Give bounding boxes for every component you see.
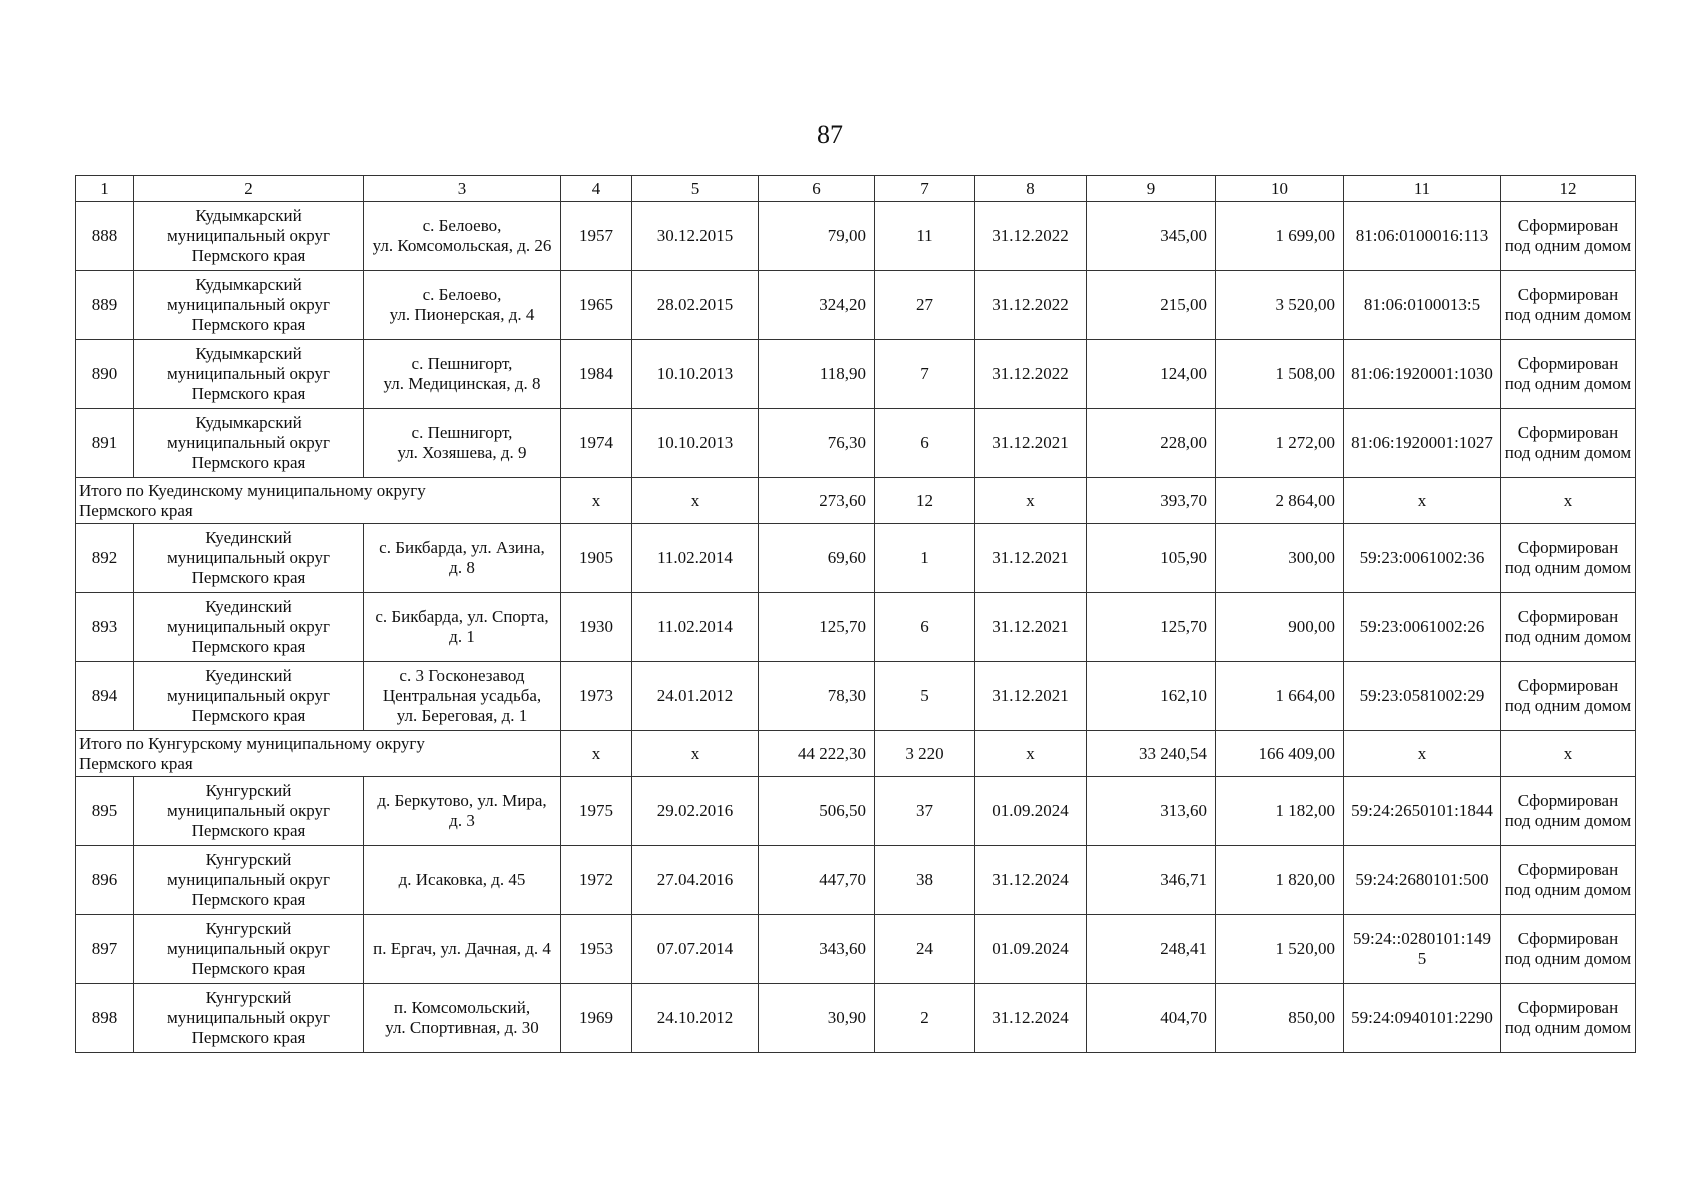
column-10-cell: 1 664,00 <box>1216 662 1344 731</box>
municipality-line: Пермского края <box>191 1028 306 1047</box>
municipality-line: Пермского края <box>191 821 306 840</box>
cadastral-line: 81:06:1920001:1027 <box>1351 433 1493 452</box>
date-cell: 28.02.2015 <box>632 271 759 340</box>
deadline-cell: x <box>975 731 1087 777</box>
column-9-cell: 346,71 <box>1087 846 1216 915</box>
address-line: ул. Медицинская, д. 8 <box>383 374 541 393</box>
year-cell: 1973 <box>561 662 632 731</box>
address-line: д. Исаковка, д. 45 <box>398 870 526 889</box>
municipality-line: Кунгурский <box>205 988 292 1007</box>
status-line: Сформирован <box>1517 607 1619 626</box>
table-row <box>76 662 1636 731</box>
address-cell <box>364 409 561 478</box>
column-header: 12 <box>1501 176 1636 202</box>
municipality-line: муниципальный округ <box>166 1008 331 1027</box>
status-line: Сформирован <box>1517 423 1619 442</box>
row-number-cell: 897 <box>76 915 134 984</box>
municipality-cell <box>134 984 364 1053</box>
status-line: под одним домом <box>1504 811 1632 830</box>
status-line: под одним домом <box>1504 236 1632 255</box>
deadline-cell: 31.12.2021 <box>975 662 1087 731</box>
cadastral-number-cell <box>1344 524 1501 593</box>
status-line: Сформирован <box>1517 860 1619 879</box>
address-line: ул. Хозяшева, д. 9 <box>397 443 527 462</box>
column-9-cell: 124,00 <box>1087 340 1216 409</box>
cadastral-line: 59:24:2680101:500 <box>1355 870 1489 889</box>
municipality-cell <box>134 662 364 731</box>
year-cell: 1953 <box>561 915 632 984</box>
cadastral-number-cell <box>1344 478 1501 524</box>
cadastral-line: 59:24::0280101:149 <box>1353 929 1491 948</box>
cadastral-line: 81:06:1920001:1030 <box>1351 364 1493 383</box>
residents-cell: 6 <box>875 409 975 478</box>
residents-cell: 2 <box>875 984 975 1053</box>
column-10-cell: 3 520,00 <box>1216 271 1344 340</box>
column-header: 11 <box>1344 176 1501 202</box>
municipality-line: Кудымкарский <box>195 275 302 294</box>
status-cell <box>1501 478 1636 524</box>
year-cell: 1975 <box>561 777 632 846</box>
total-label-cell <box>76 478 561 524</box>
status-cell <box>1501 524 1636 593</box>
table-row <box>76 593 1636 662</box>
cadastral-line: 81:06:0100013:5 <box>1363 295 1481 314</box>
address-line: ул. Спортивная, д. 30 <box>385 1018 539 1037</box>
row-number-cell: 892 <box>76 524 134 593</box>
total-label-cell <box>76 731 561 777</box>
address-line: п. Ергач, ул. Дачная, д. 4 <box>373 939 551 958</box>
address-cell <box>364 202 561 271</box>
area-cell: 118,90 <box>759 340 875 409</box>
table-row <box>76 409 1636 478</box>
area-cell: 78,30 <box>759 662 875 731</box>
date-cell: 27.04.2016 <box>632 846 759 915</box>
cadastral-number-cell <box>1344 202 1501 271</box>
area-cell: 69,60 <box>759 524 875 593</box>
column-10-cell: 850,00 <box>1216 984 1344 1053</box>
year-cell: 1905 <box>561 524 632 593</box>
row-number-cell: 893 <box>76 593 134 662</box>
column-10-cell: 1 508,00 <box>1216 340 1344 409</box>
cadastral-number-cell <box>1344 731 1501 777</box>
status-cell <box>1501 731 1636 777</box>
status-cell <box>1501 984 1636 1053</box>
year-cell: 1965 <box>561 271 632 340</box>
municipality-line: Кудымкарский <box>195 413 302 432</box>
cadastral-number-cell <box>1344 846 1501 915</box>
status-cell <box>1501 777 1636 846</box>
deadline-cell: 01.09.2024 <box>975 915 1087 984</box>
cadastral-number-cell <box>1344 271 1501 340</box>
address-line: с. Белоево, <box>422 216 502 235</box>
column-header: 10 <box>1216 176 1344 202</box>
date-cell: x <box>632 731 759 777</box>
column-9-cell: 393,70 <box>1087 478 1216 524</box>
cadastral-number-cell <box>1344 777 1501 846</box>
cadastral-line: 59:23:0061002:26 <box>1359 617 1485 636</box>
municipality-line: Пермского края <box>191 706 306 725</box>
column-header: 6 <box>759 176 875 202</box>
deadline-cell: 31.12.2022 <box>975 340 1087 409</box>
status-cell <box>1501 662 1636 731</box>
year-cell: 1969 <box>561 984 632 1053</box>
status-cell <box>1501 409 1636 478</box>
column-10-cell: 1 272,00 <box>1216 409 1344 478</box>
table-row <box>76 846 1636 915</box>
cadastral-line: 59:23:0061002:36 <box>1359 548 1485 567</box>
column-10-cell: 1 520,00 <box>1216 915 1344 984</box>
status-line: под одним домом <box>1504 558 1632 577</box>
area-cell: 76,30 <box>759 409 875 478</box>
column-9-cell: 33 240,54 <box>1087 731 1216 777</box>
date-cell: 07.07.2014 <box>632 915 759 984</box>
area-cell: 44 222,30 <box>759 731 875 777</box>
table-row <box>76 524 1636 593</box>
status-line: под одним домом <box>1504 696 1632 715</box>
municipality-cell <box>134 271 364 340</box>
cadastral-number-cell <box>1344 593 1501 662</box>
address-line: ул. Пионерская, д. 4 <box>389 305 535 324</box>
table-row <box>76 202 1636 271</box>
column-header: 2 <box>134 176 364 202</box>
municipality-line: Кудымкарский <box>195 344 302 363</box>
address-line: д. 1 <box>449 627 475 646</box>
municipality-line: Кунгурский <box>205 781 292 800</box>
municipality-cell <box>134 593 364 662</box>
row-number-cell: 896 <box>76 846 134 915</box>
date-cell: 24.10.2012 <box>632 984 759 1053</box>
column-10-cell: 166 409,00 <box>1216 731 1344 777</box>
column-10-cell: 1 820,00 <box>1216 846 1344 915</box>
status-line: Сформирован <box>1517 676 1619 695</box>
address-line: с. Пешнигорт, <box>411 354 513 373</box>
table-row <box>76 984 1636 1053</box>
residents-cell: 3 220 <box>875 731 975 777</box>
municipality-cell <box>134 524 364 593</box>
row-number-cell: 890 <box>76 340 134 409</box>
row-number-cell: 895 <box>76 777 134 846</box>
address-line: Центральная усадьба, <box>382 686 542 705</box>
column-9-cell: 345,00 <box>1087 202 1216 271</box>
status-line: x <box>1563 490 1573 510</box>
column-10-cell: 2 864,00 <box>1216 478 1344 524</box>
cadastral-number-cell <box>1344 915 1501 984</box>
municipality-line: Пермского края <box>191 246 306 265</box>
address-line: д. 3 <box>449 811 475 830</box>
residents-cell: 37 <box>875 777 975 846</box>
column-9-cell: 404,70 <box>1087 984 1216 1053</box>
column-10-cell: 1 182,00 <box>1216 777 1344 846</box>
status-line: Сформирован <box>1517 998 1619 1017</box>
address-line: с. 3 Госконезавод <box>399 666 525 685</box>
column-9-cell: 215,00 <box>1087 271 1216 340</box>
column-9-cell: 105,90 <box>1087 524 1216 593</box>
address-cell <box>364 271 561 340</box>
municipality-line: Пермского края <box>191 890 306 909</box>
municipality-line: муниципальный округ <box>166 364 331 383</box>
header-row <box>76 176 1636 202</box>
status-line: Сформирован <box>1517 791 1619 810</box>
column-10-cell: 900,00 <box>1216 593 1344 662</box>
area-cell: 79,00 <box>759 202 875 271</box>
column-9-cell: 228,00 <box>1087 409 1216 478</box>
status-line: x <box>1563 743 1573 763</box>
address-line: с. Бикбарда, ул. Азина, <box>379 538 545 557</box>
address-cell <box>364 984 561 1053</box>
year-cell: 1930 <box>561 593 632 662</box>
table-row <box>76 271 1636 340</box>
municipality-line: муниципальный округ <box>166 295 331 314</box>
cadastral-line: 81:06:0100016:113 <box>1355 226 1489 245</box>
column-9-cell: 313,60 <box>1087 777 1216 846</box>
cadastral-number-cell <box>1344 662 1501 731</box>
status-line: под одним домом <box>1504 374 1632 393</box>
column-header: 5 <box>632 176 759 202</box>
deadline-cell: 31.12.2021 <box>975 409 1087 478</box>
municipality-line: Пермского края <box>191 959 306 978</box>
municipality-line: Пермского края <box>191 315 306 334</box>
municipality-line: Пермского края <box>191 637 306 656</box>
column-10-cell: 300,00 <box>1216 524 1344 593</box>
date-cell: 29.02.2016 <box>632 777 759 846</box>
address-line: ул. Комсомольская, д. 26 <box>372 236 552 255</box>
year-cell: 1972 <box>561 846 632 915</box>
address-cell <box>364 340 561 409</box>
deadline-cell: x <box>975 478 1087 524</box>
column-header: 3 <box>364 176 561 202</box>
municipality-line: Куединский <box>205 666 292 685</box>
status-line: Сформирован <box>1517 929 1619 948</box>
area-cell: 125,70 <box>759 593 875 662</box>
municipality-line: муниципальный округ <box>166 226 331 245</box>
column-9-cell: 248,41 <box>1087 915 1216 984</box>
column-9-cell: 125,70 <box>1087 593 1216 662</box>
cadastral-line: 5 <box>1417 949 1427 968</box>
area-cell: 273,60 <box>759 478 875 524</box>
total-label-line: Итого по Кунгурскому муниципальному округу <box>79 733 425 753</box>
status-line: Сформирован <box>1517 285 1619 304</box>
status-line: под одним домом <box>1504 949 1632 968</box>
address-cell <box>364 777 561 846</box>
date-cell: x <box>632 478 759 524</box>
municipality-line: муниципальный округ <box>166 939 331 958</box>
cadastral-line: 59:23:0581002:29 <box>1359 686 1485 705</box>
residents-cell: 12 <box>875 478 975 524</box>
year-cell: 1957 <box>561 202 632 271</box>
deadline-cell: 31.12.2022 <box>975 271 1087 340</box>
status-line: под одним домом <box>1504 305 1632 324</box>
municipality-line: Пермского края <box>191 384 306 403</box>
row-number-cell: 889 <box>76 271 134 340</box>
address-line: ул. Береговая, д. 1 <box>396 706 528 725</box>
area-cell: 343,60 <box>759 915 875 984</box>
residents-cell: 7 <box>875 340 975 409</box>
date-cell: 10.10.2013 <box>632 340 759 409</box>
housing-registry-table <box>75 175 1636 1053</box>
column-header: 9 <box>1087 176 1216 202</box>
residents-cell: 1 <box>875 524 975 593</box>
municipality-line: муниципальный округ <box>166 617 331 636</box>
status-line: под одним домом <box>1504 443 1632 462</box>
row-number-cell: 894 <box>76 662 134 731</box>
address-line: с. Белоево, <box>422 285 502 304</box>
residents-cell: 5 <box>875 662 975 731</box>
row-number-cell: 898 <box>76 984 134 1053</box>
status-line: под одним домом <box>1504 627 1632 646</box>
total-row <box>76 478 1636 524</box>
table-row <box>76 915 1636 984</box>
municipality-cell <box>134 846 364 915</box>
date-cell: 10.10.2013 <box>632 409 759 478</box>
residents-cell: 6 <box>875 593 975 662</box>
status-cell <box>1501 846 1636 915</box>
status-cell <box>1501 915 1636 984</box>
date-cell: 30.12.2015 <box>632 202 759 271</box>
status-line: Сформирован <box>1517 216 1619 235</box>
municipality-line: Кунгурский <box>205 919 292 938</box>
municipality-cell <box>134 340 364 409</box>
deadline-cell: 31.12.2021 <box>975 524 1087 593</box>
address-cell <box>364 662 561 731</box>
address-line: с. Бикбарда, ул. Спорта, <box>375 607 549 626</box>
municipality-line: Кудымкарский <box>195 206 302 225</box>
municipality-line: муниципальный округ <box>166 548 331 567</box>
total-row <box>76 731 1636 777</box>
municipality-cell <box>134 915 364 984</box>
status-line: под одним домом <box>1504 1018 1632 1037</box>
status-line: Сформирован <box>1517 538 1619 557</box>
deadline-cell: 31.12.2024 <box>975 984 1087 1053</box>
municipality-line: Куединский <box>205 597 292 616</box>
status-cell <box>1501 593 1636 662</box>
municipality-line: муниципальный округ <box>166 433 331 452</box>
status-cell <box>1501 340 1636 409</box>
column-9-cell: 162,10 <box>1087 662 1216 731</box>
residents-cell: 11 <box>875 202 975 271</box>
area-cell: 506,50 <box>759 777 875 846</box>
area-cell: 30,90 <box>759 984 875 1053</box>
address-cell <box>364 846 561 915</box>
cadastral-line: 59:24:2650101:1844 <box>1351 801 1493 820</box>
table-row <box>76 777 1636 846</box>
column-header: 1 <box>76 176 134 202</box>
cadastral-number-cell <box>1344 340 1501 409</box>
municipality-cell <box>134 777 364 846</box>
column-header: 8 <box>975 176 1087 202</box>
row-number-cell: 891 <box>76 409 134 478</box>
municipality-cell <box>134 202 364 271</box>
status-cell <box>1501 202 1636 271</box>
table-row <box>76 340 1636 409</box>
status-cell <box>1501 271 1636 340</box>
address-cell <box>364 915 561 984</box>
municipality-line: Пермского края <box>191 453 306 472</box>
page-number: 87 <box>817 120 843 149</box>
date-cell: 11.02.2014 <box>632 524 759 593</box>
cadastral-line: x <box>1417 490 1427 510</box>
table-body <box>76 202 1636 1053</box>
address-cell <box>364 524 561 593</box>
municipality-line: муниципальный округ <box>166 801 331 820</box>
date-cell: 11.02.2014 <box>632 593 759 662</box>
cadastral-line: x <box>1417 743 1427 763</box>
year-cell: 1984 <box>561 340 632 409</box>
deadline-cell: 31.12.2024 <box>975 846 1087 915</box>
address-cell <box>364 593 561 662</box>
deadline-cell: 31.12.2021 <box>975 593 1087 662</box>
municipality-line: Кунгурский <box>205 850 292 869</box>
column-header: 7 <box>875 176 975 202</box>
area-cell: 447,70 <box>759 846 875 915</box>
year-cell: x <box>561 478 632 524</box>
municipality-line: муниципальный округ <box>166 686 331 705</box>
municipality-line: Куединский <box>205 528 292 547</box>
cadastral-number-cell <box>1344 984 1501 1053</box>
status-line: под одним домом <box>1504 880 1632 899</box>
deadline-cell: 31.12.2022 <box>975 202 1087 271</box>
total-label-line: Пермского края <box>79 500 193 520</box>
residents-cell: 27 <box>875 271 975 340</box>
address-line: с. Пешнигорт, <box>411 423 513 442</box>
address-line: п. Комсомольский, <box>393 998 531 1017</box>
address-line: д. 8 <box>449 558 475 577</box>
municipality-cell <box>134 409 364 478</box>
deadline-cell: 01.09.2024 <box>975 777 1087 846</box>
column-10-cell: 1 699,00 <box>1216 202 1344 271</box>
municipality-line: муниципальный округ <box>166 870 331 889</box>
municipality-line: Пермского края <box>191 568 306 587</box>
address-line: д. Беркутово, ул. Мира, <box>377 791 547 810</box>
residents-cell: 38 <box>875 846 975 915</box>
status-line: Сформирован <box>1517 354 1619 373</box>
residents-cell: 24 <box>875 915 975 984</box>
column-header: 4 <box>561 176 632 202</box>
area-cell: 324,20 <box>759 271 875 340</box>
year-cell: 1974 <box>561 409 632 478</box>
date-cell: 24.01.2012 <box>632 662 759 731</box>
year-cell: x <box>561 731 632 777</box>
cadastral-number-cell <box>1344 409 1501 478</box>
cadastral-line: 59:24:0940101:2290 <box>1351 1008 1493 1027</box>
total-label-line: Пермского края <box>79 753 193 773</box>
total-label-line: Итого по Куединскому муниципальному округу <box>79 480 426 500</box>
row-number-cell: 888 <box>76 202 134 271</box>
